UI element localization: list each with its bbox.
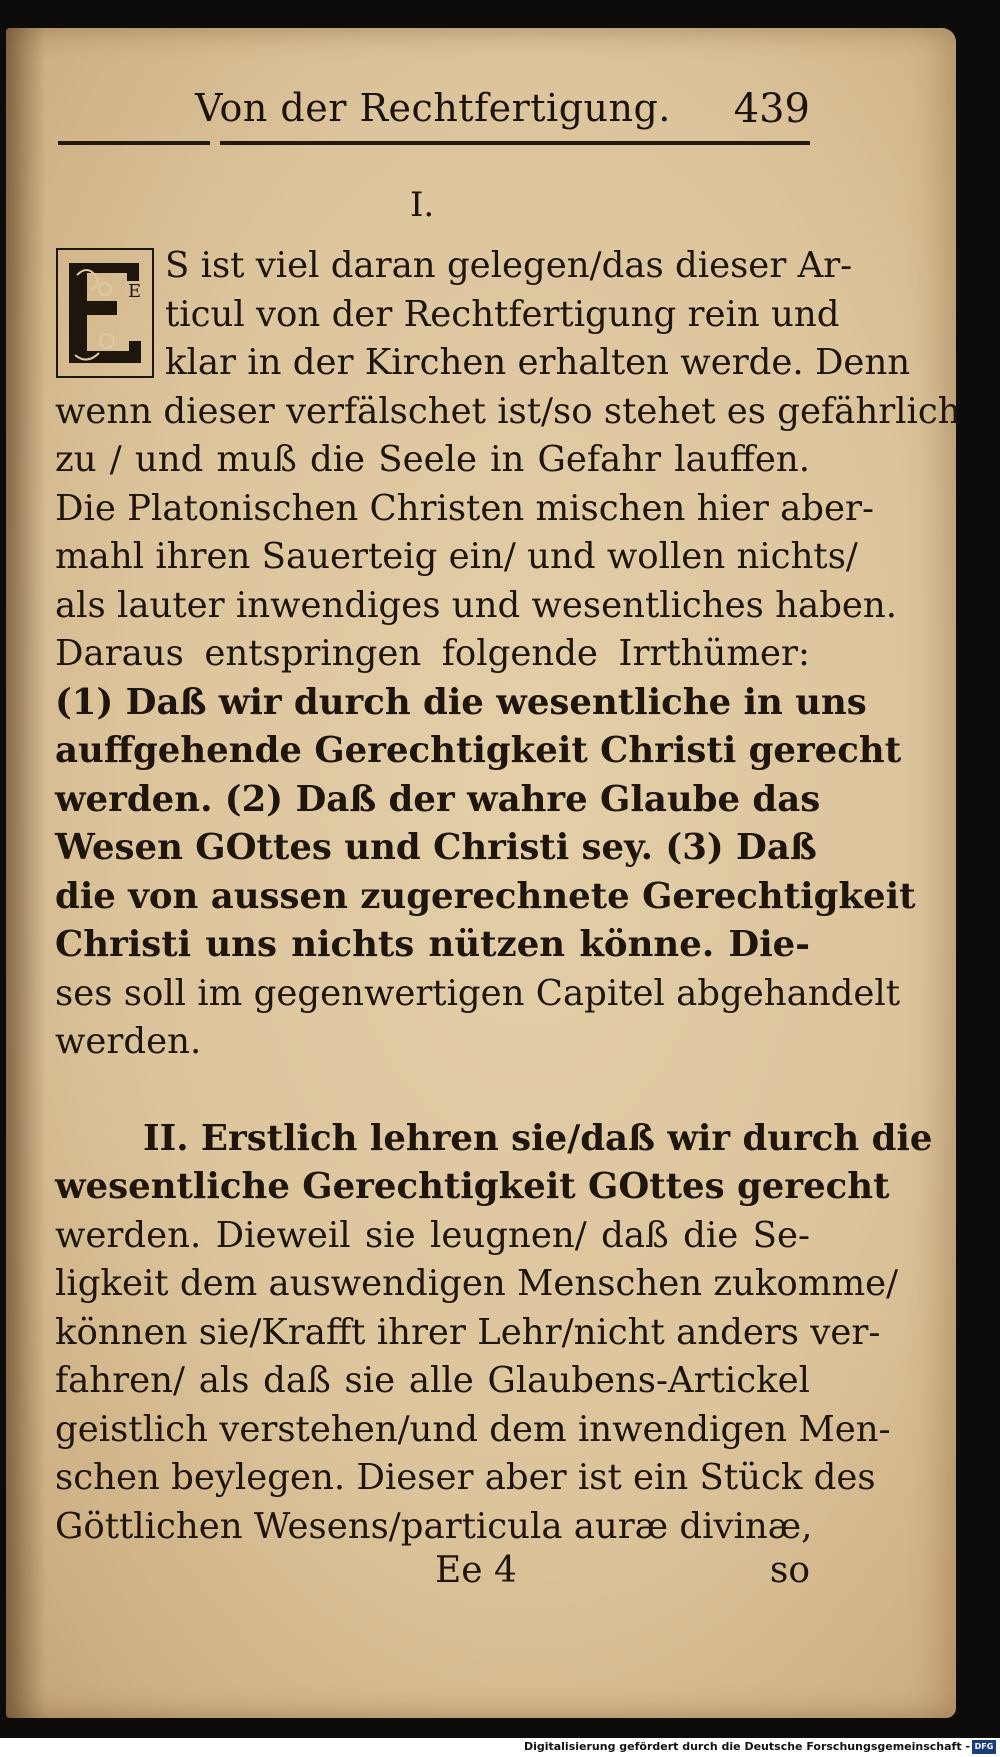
text-line: fahren/ als daß sie alle Glaubens-Artickel xyxy=(55,1360,810,1401)
text-line: ligkeit dem auswendigen Menschen zukomme/ xyxy=(55,1263,899,1304)
page-header xyxy=(50,80,810,140)
text-line: als lauter inwendiges und wesentliches haben. xyxy=(55,584,898,626)
funding-credit: Digitalisierung gefördert durch die Deutsche Forschungsgemeinschaft - xyxy=(523,1740,970,1753)
body-text xyxy=(55,242,961,1551)
text-line: wenn dieser verfälschet ist/so stehet es gefährlich xyxy=(55,390,961,432)
header-rule-right xyxy=(220,141,810,145)
spine-shadow xyxy=(6,28,46,1718)
text-line: klar in der Kirchen erhalten werde. Denn xyxy=(165,342,911,383)
text-line: Wesen GOttes und Christi sey. (3) Daß xyxy=(55,827,817,868)
text-line: werden. (2) Daß der wahre Glaube das xyxy=(55,778,821,820)
dfg-logo-icon: DFG xyxy=(972,1740,996,1754)
text-line: Daraus entspringen folgende Irrthümer: xyxy=(55,633,810,674)
text-line: schen beylegen. Dieser aber ist ein Stück des xyxy=(55,1457,876,1498)
text-line: Göttlichen Wesens/particula auræ divinæ, xyxy=(55,1505,813,1547)
text-line: die von aussen zugerechnete Gerechtigkeit xyxy=(55,875,916,917)
catchword: so xyxy=(769,1550,810,1591)
text-line: auffgehende Gerechtigkeit Christi gerecht xyxy=(55,730,902,771)
text-line: wesentliche Gerechtigkeit GOttes gerecht xyxy=(55,1166,890,1207)
footer-bar xyxy=(0,1738,1000,1757)
text-line: geistlich verstehen/und dem inwendigen Men- xyxy=(55,1408,891,1450)
text-line: II. Erstlich lehren sie/daß wir durch die xyxy=(143,1117,933,1159)
text-line: Christi uns nichts nützen könne. Die- xyxy=(55,924,810,965)
svg-text:E: E xyxy=(128,281,142,302)
text-line: können sie/Krafft ihrer Lehr/nicht anders ver- xyxy=(55,1311,881,1353)
page-foot xyxy=(55,1550,810,1600)
running-title: Von der Rechtfertigung. xyxy=(195,86,671,130)
text-line: ticul von der Rechtfertigung rein und xyxy=(165,293,840,335)
page-number: 439 xyxy=(733,86,810,132)
section-numeral: I. xyxy=(410,185,435,225)
text-line: zu / und muß die Seele in Gefahr lauffen. xyxy=(55,439,810,480)
text-line: (1) Daß wir durch die wesentliche in uns xyxy=(55,681,867,723)
text-line: mahl ihren Sauerteig ein/ und wollen nichts/ xyxy=(55,536,858,577)
text-line: ses soll im gegenwertigen Capitel abgehandelt xyxy=(55,972,900,1014)
text-line: Die Platonischen Christen mischen hier aber- xyxy=(55,487,874,529)
text-line: werden. Dieweil sie leugnen/ daß die Se- xyxy=(55,1214,810,1256)
signature-mark: Ee 4 xyxy=(435,1550,517,1591)
header-rule-left xyxy=(58,141,210,145)
paragraph-gap xyxy=(55,1067,810,1115)
text-line: S ist viel daran gelegen/das dieser Ar- xyxy=(165,245,853,286)
text-line: werden. xyxy=(55,1021,202,1062)
